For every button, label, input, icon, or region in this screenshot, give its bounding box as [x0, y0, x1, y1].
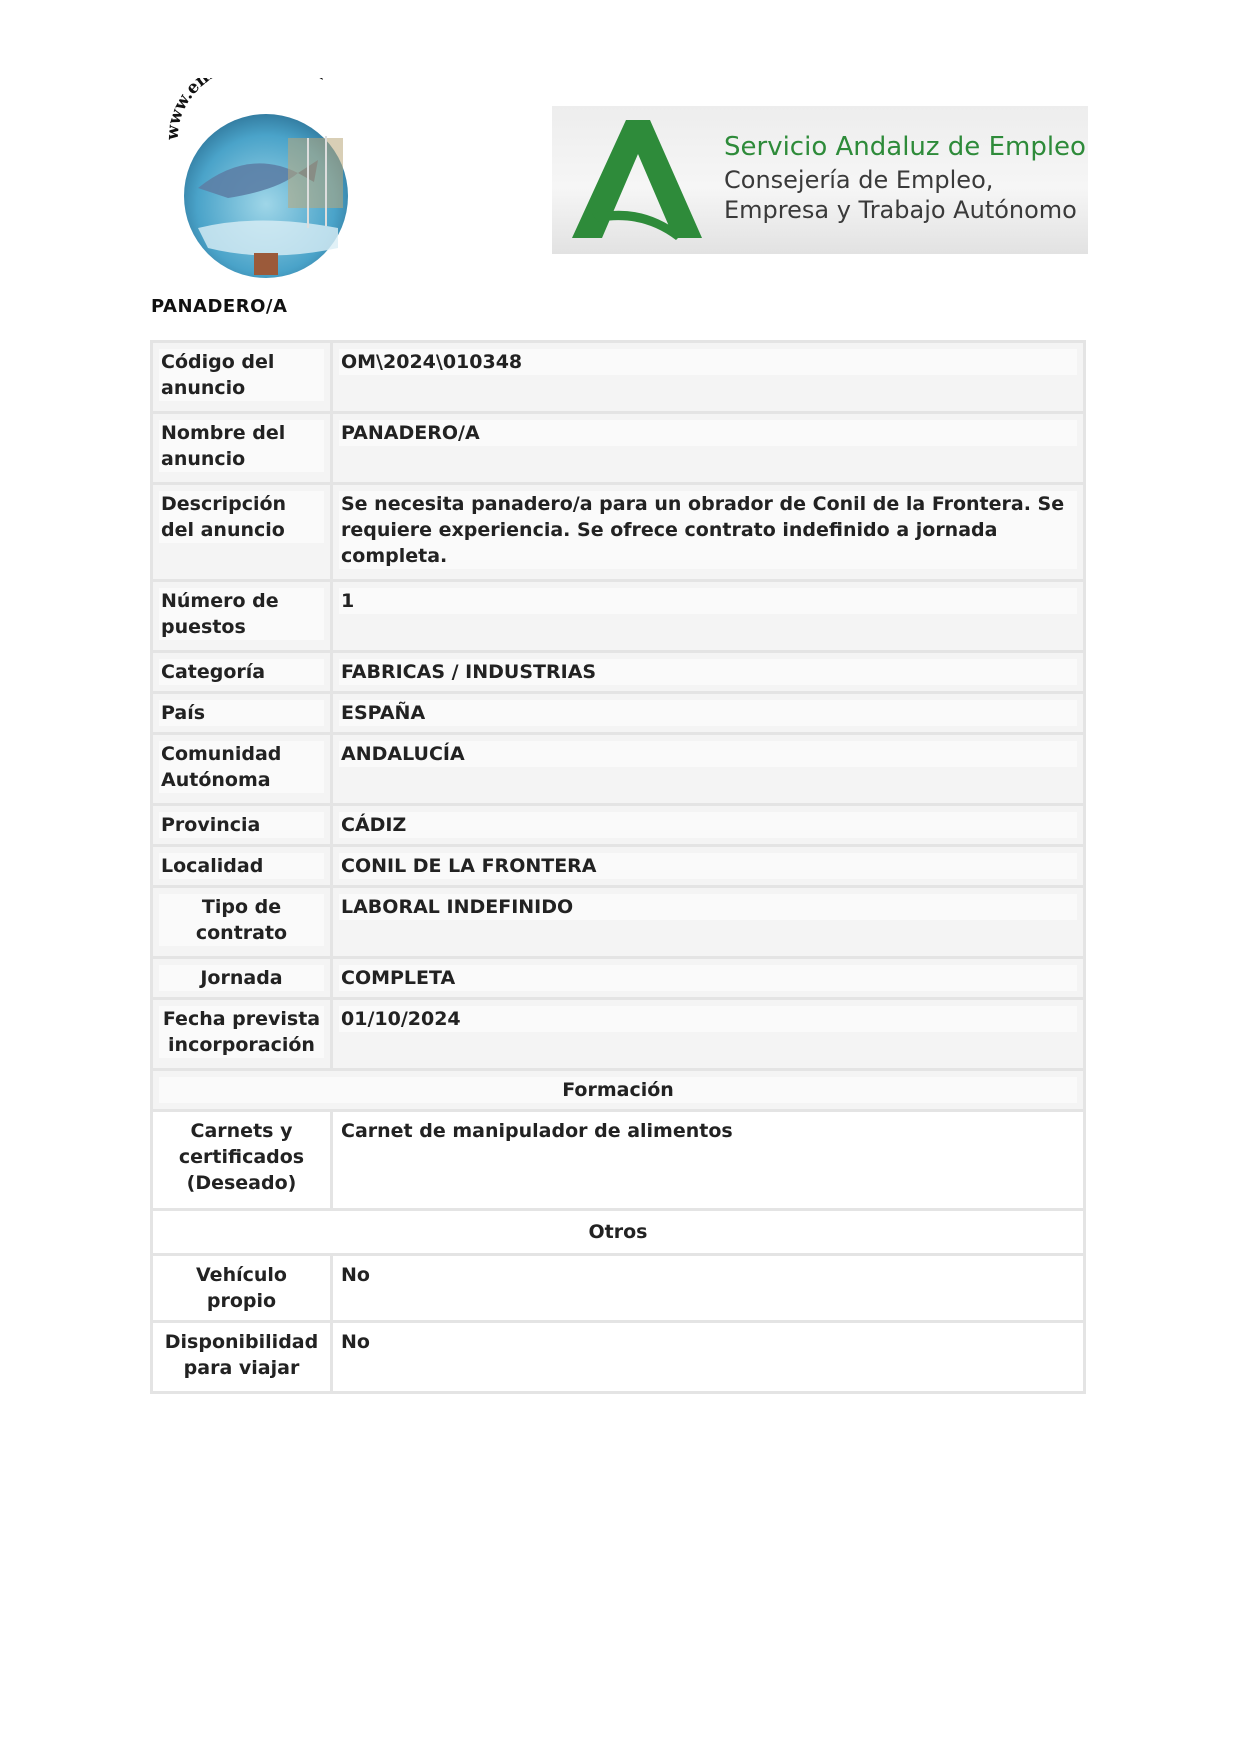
- field-value: PANADERO/A: [339, 420, 1077, 446]
- field-label: Comunidad Autónoma: [159, 741, 324, 793]
- field-label: Tipo de contrato: [159, 894, 324, 946]
- field-value: COMPLETA: [339, 965, 1077, 991]
- section-header-formacion: [153, 1071, 1083, 1109]
- sae-department-line1: Consejería de Empleo,: [724, 166, 994, 194]
- sae-department-line2: Empresa y Trabajo Autónomo: [724, 196, 1077, 224]
- field-label: Categoría: [159, 659, 324, 685]
- field-value: CÁDIZ: [339, 812, 1077, 838]
- site-url-text: www.en: [162, 78, 214, 141]
- table-row: [153, 485, 1083, 579]
- field-value: ANDALUCÍA: [339, 741, 1077, 767]
- field-value: Se necesita panadero/a para un obrador de Conil de la Frontera. Se requiere experiencia. Se ofrece contrato indefinido a jornada completa.: [339, 491, 1077, 569]
- table-row: [153, 582, 1083, 650]
- field-value: ESPAÑA: [339, 700, 1077, 726]
- table-row: [153, 1323, 1083, 1391]
- table-row: [153, 414, 1083, 482]
- field-value: 1: [339, 588, 1077, 614]
- field-label: Disponibilidad para viajar: [159, 1329, 324, 1381]
- page-title: PANADERO/A: [151, 296, 288, 317]
- field-value: No: [339, 1262, 1077, 1288]
- section-header-otros: [153, 1211, 1083, 1253]
- field-label: Jornada: [159, 965, 324, 991]
- table-row: [153, 1256, 1083, 1320]
- field-label: Localidad: [159, 853, 324, 879]
- field-label: Código del anuncio: [159, 349, 324, 401]
- field-label: Fecha prevista incorporación: [159, 1006, 324, 1058]
- sae-name: Servicio Andaluz de Empleo: [724, 132, 1086, 162]
- table-row: [153, 735, 1083, 803]
- table-row: [153, 959, 1083, 997]
- section-heading: Formación: [159, 1077, 1077, 1103]
- field-label: Nombre del anuncio: [159, 420, 324, 472]
- table-row: [153, 653, 1083, 691]
- table-row: [153, 806, 1083, 844]
- job-offer-table: [150, 340, 1086, 1394]
- field-label: Carnets y certificados (Deseado): [159, 1118, 324, 1196]
- field-value: OM\2024\010348: [339, 349, 1077, 375]
- table-row: [153, 694, 1083, 732]
- table-row: [153, 847, 1083, 885]
- field-value: 01/10/2024: [339, 1006, 1077, 1032]
- table-row: [153, 1112, 1083, 1208]
- table-row: [153, 1000, 1083, 1068]
- field-label: País: [159, 700, 324, 726]
- field-value: LABORAL INDEFINIDO: [339, 894, 1077, 920]
- andalucia-a-icon: [552, 106, 702, 254]
- field-value: Carnet de manipulador de alimentos: [339, 1118, 1077, 1144]
- field-value: FABRICAS / INDUSTRIAS: [339, 659, 1077, 685]
- table-row: [153, 888, 1083, 956]
- field-label: Vehículo propio: [159, 1262, 324, 1314]
- sae-logo: [552, 106, 1088, 254]
- table-row: [153, 343, 1083, 411]
- field-label: Descripción del anuncio: [159, 491, 324, 543]
- field-label: Provincia: [159, 812, 324, 838]
- section-heading: Otros: [159, 1219, 1077, 1245]
- field-value: No: [339, 1329, 1077, 1355]
- enbarbate-logo: [158, 78, 368, 278]
- field-value: CONIL DE LA FRONTERA: [339, 853, 1077, 879]
- field-label: Número de puestos: [159, 588, 324, 640]
